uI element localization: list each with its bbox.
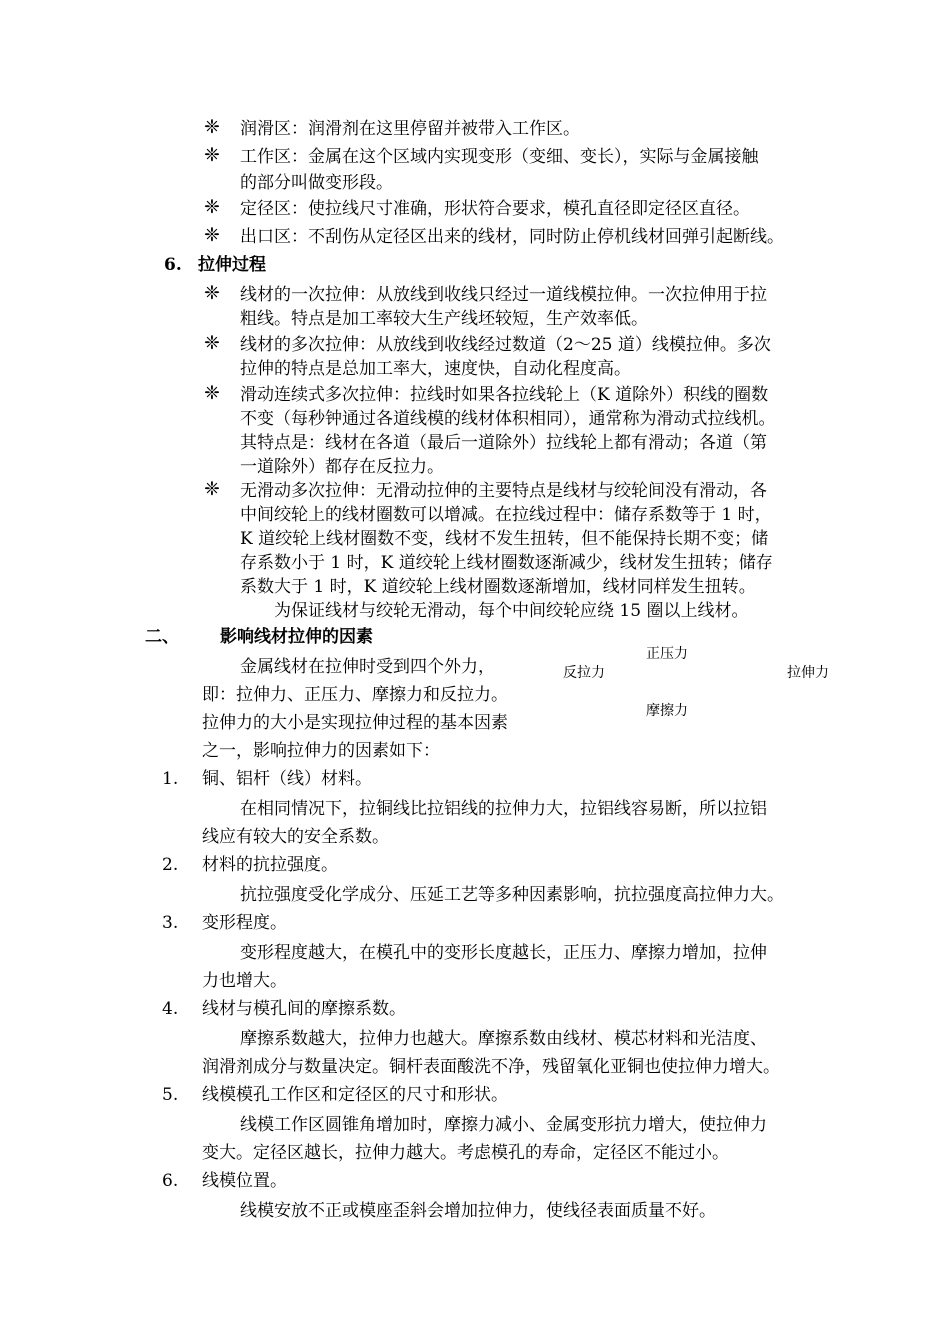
zone-exit: 出口区：不刮伤从定径区出来的线材，同时防止停机线材回弹引起断线。 (240, 227, 784, 247)
zone-working-line1: 工作区：金属在这个区域内实现变形（变细、变长），实际与金属接触 (240, 147, 759, 167)
process-noslip-line4: 存系数小于 1 时，K 道绞轮上线材圈数逐渐减少，线材发生扭转；储存 (240, 553, 773, 573)
factor-number: 5. (162, 1085, 179, 1105)
process-noslip-line5: 系数大于 1 时，K 道绞轮上线材圈数逐渐增加，线材同样发生扭转。 (240, 577, 756, 597)
process-note: 为保证线材与绞轮无滑动，每个中间绞轮应绕 15 圈以上线材。 (274, 601, 749, 621)
factor-body-line: 摩擦系数越大，拉伸力也越大。摩擦系数由线材、模芯材料和光洁度、 (240, 1029, 767, 1049)
factor-body-line: 润滑剂成分与数量决定。铜杆表面酸洗不净，残留氧化亚铜也使拉伸力增大。 (202, 1057, 780, 1077)
zone-lubrication: 润滑区：润滑剂在这里停留并被带入工作区。 (240, 119, 580, 139)
factor-title-friction: 线材与模孔间的摩擦系数。 (202, 999, 406, 1019)
heading-number: 6. (164, 255, 182, 275)
bullet-icon: ❈ (204, 478, 220, 500)
factor-body-line: 线模工作区圆锥角增加时，摩擦力减小、金属变形抗力增大，使拉伸力 (240, 1115, 767, 1135)
factor-title-deformation: 变形程度。 (202, 913, 287, 933)
process-multi-line2: 拉伸的特点是总加工率大，速度快，自动化程度高。 (240, 359, 631, 379)
factor-number: 4. (162, 999, 179, 1019)
factor-title-material: 铜、铝杆（线）材料。 (202, 769, 372, 789)
section-title: 影响线材拉伸的因素 (220, 627, 373, 647)
process-single-line2: 粗线。特点是加工率较大生产线坯较短，生产效率低。 (240, 309, 648, 329)
process-noslip-line3: K 道绞轮上线材圈数不变，线材不发生扭转，但不能保持长期不变；储 (240, 529, 769, 549)
bullet-icon: ❈ (204, 224, 220, 246)
factor-number: 2. (162, 855, 179, 875)
factor-body-line: 变大。定径区越长，拉伸力越大。考虑模孔的寿命，定径区不能过小。 (202, 1143, 729, 1163)
force-label-pull: 拉伸力 (787, 665, 829, 681)
section-number: 二、 (145, 627, 179, 647)
intro-line1: 金属线材在拉伸时受到四个外力， (240, 657, 495, 677)
process-multi-line1: 线材的多次拉伸：从放线到收线经过数道（2～25 道）线模拉伸。多次 (240, 335, 771, 355)
factor-title-strength: 材料的抗拉强度。 (202, 855, 338, 875)
heading-drawing-process: 拉伸过程 (198, 255, 266, 275)
factor-number: 6. (162, 1171, 179, 1191)
process-slip-line2: 不变（每秒钟通过各道线模的线材体积相同），通常称为滑动式拉线机。 (240, 409, 776, 429)
force-label-normal: 正压力 (646, 646, 688, 662)
process-slip-line4: 一道除外）都存在反拉力。 (240, 457, 444, 477)
process-noslip-line2: 中间绞轮上的线材圈数可以增减。在拉线过程中：储存系数等于 1 时， (240, 505, 772, 525)
bullet-icon: ❈ (204, 144, 220, 166)
process-slip-line1: 滑动连续式多次拉伸：拉线时如果各拉线轮上（K 道除外）积线的圈数 (240, 385, 769, 405)
zone-sizing: 定径区：使拉线尺寸准确，形状符合要求，模孔直径即定径区直径。 (240, 199, 750, 219)
factor-body-line: 在相同情况下，拉铜线比拉铝线的拉伸力大，拉铝线容易断，所以拉铝 (240, 799, 767, 819)
process-slip-line3: 其特点是：线材在各道（最后一道除外）拉线轮上都有滑动；各道（第 (240, 433, 767, 453)
factor-title-die-position: 线模位置。 (202, 1171, 287, 1191)
zone-working-line2: 的部分叫做变形段。 (240, 173, 393, 193)
factor-title-die-shape: 线模模孔工作区和定径区的尺寸和形状。 (202, 1085, 508, 1105)
process-noslip-line1: 无滑动多次拉伸：无滑动拉伸的主要特点是线材与绞轮间没有滑动，各 (240, 481, 767, 501)
process-single-line1: 线材的一次拉伸：从放线到收线只经过一道线模拉伸。一次拉伸用于拉 (240, 285, 767, 305)
bullet-icon: ❈ (204, 332, 220, 354)
factor-body-line: 力也增大。 (202, 971, 287, 991)
factor-body-line: 线应有较大的安全系数。 (202, 827, 389, 847)
intro-line4: 之一，影响拉伸力的因素如下： (202, 741, 440, 761)
factor-body-line: 抗拉强度受化学成分、压延工艺等多种因素影响，抗拉强度高拉伸力大。 (240, 885, 784, 905)
force-label-back: 反拉力 (563, 665, 605, 681)
intro-line3: 拉伸力的大小是实现拉伸过程的基本因素 (202, 713, 508, 733)
bullet-icon: ❈ (204, 382, 220, 404)
intro-line2: 即：拉伸力、正压力、摩擦力和反拉力。 (202, 685, 508, 705)
bullet-icon: ❈ (204, 116, 220, 138)
factor-number: 1. (162, 769, 179, 789)
factor-body-line: 变形程度越大，在模孔中的变形长度越长，正压力、摩擦力增加，拉伸 (240, 943, 767, 963)
force-label-friction: 摩擦力 (646, 703, 688, 719)
bullet-icon: ❈ (204, 196, 220, 218)
factor-number: 3. (162, 913, 179, 933)
factor-body-line: 线模安放不正或模座歪斜会增加拉伸力，使线径表面质量不好。 (240, 1201, 716, 1221)
bullet-icon: ❈ (204, 282, 220, 304)
